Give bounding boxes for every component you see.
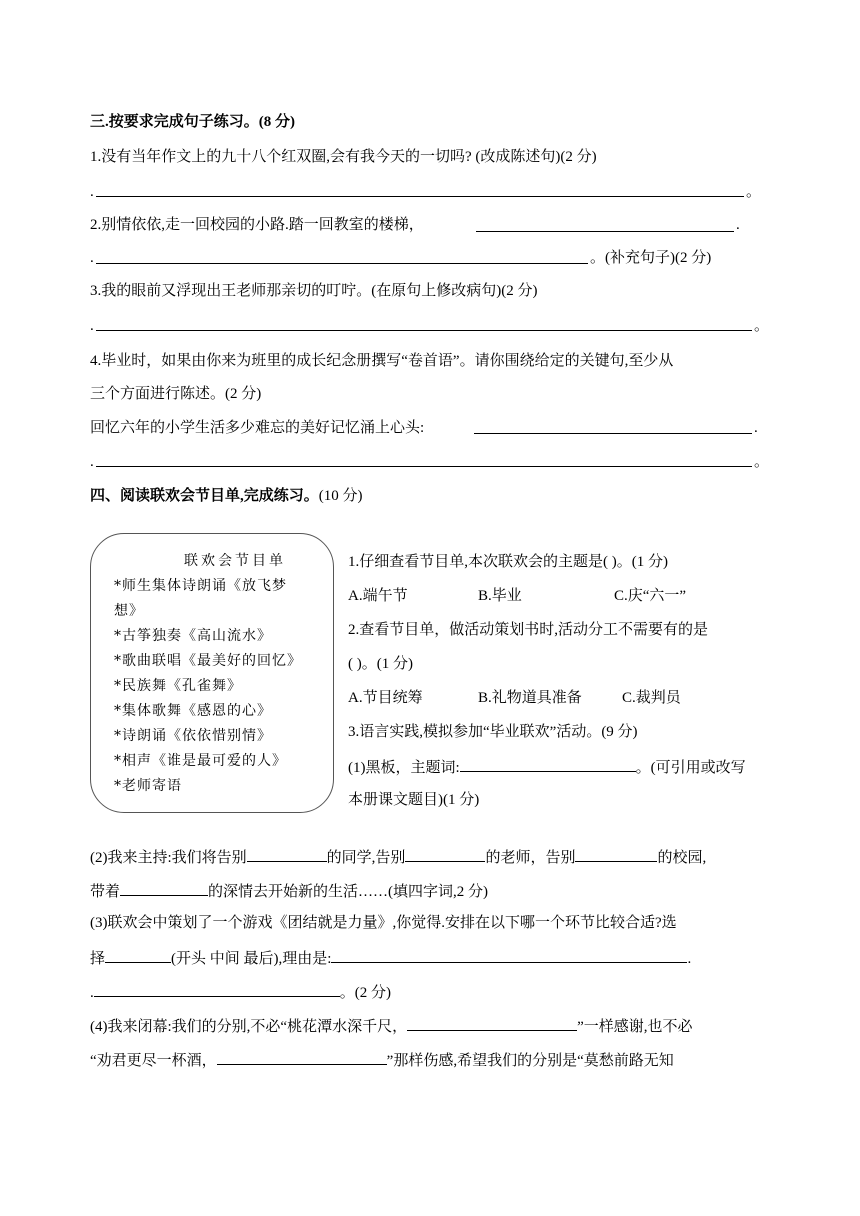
q2-line1-end: . [736,217,740,233]
q3-2-text-f: 的深情去开始新的生活……(填四字词,2 分) [208,884,489,900]
q4-blank-1[interactable] [474,433,752,434]
q3-answer-line[interactable] [96,330,752,331]
q2-option-a: A.节目统筹 [348,690,423,706]
q3-1-line2: 本册课文题目)(1 分) [348,792,480,808]
q3-3-text-c: . [687,951,692,967]
section4-q2-line1: 2.查看节目单，做活动策划书时,活动分工不需要有的是 [348,622,709,638]
q3-1-suffix: 。(可引用或改写 [635,760,746,776]
q3-3-text-d: . [90,985,94,1001]
program-item: *师生集体诗朗诵《放飞梦 [114,578,287,594]
q2-option-c: C.裁判员 [622,690,681,706]
section4-q1: 1.仔细查看节目单,本次联欢会的主题是( )。(1 分) [348,554,668,570]
q3-4-text-a: (4)我来闭幕:我们的分别,不必“桃花潭水深千尺， [90,1019,408,1035]
q3-2-text-c: 的老师，告别 [485,850,576,866]
q1-option-b: B.毕业 [478,588,522,604]
game-position-blank[interactable] [105,947,171,963]
q1-answer-suffix: 。 [746,184,762,200]
q4-answer-suffix: 。 [754,454,770,470]
q3-3-line3 [90,981,391,1003]
q3-2-text-e: 带着 [90,884,121,900]
reason-blank-2[interactable] [94,981,340,997]
q3-3-line2 [90,947,691,969]
q3-2-text-a: (2)我来主持:我们将告别 [90,850,247,866]
theme-word-blank[interactable] [460,756,636,772]
reason-blank-1[interactable] [331,947,687,963]
closing-blank-2[interactable] [217,1049,387,1065]
host-blank-2[interactable] [405,846,485,862]
q3-4-line2 [90,1049,674,1071]
q3-3-line1: (3)联欢会中策划了一个游戏《团结就是力量》,你觉得.安排在以下哪一个环节比较合适?选 [90,915,677,931]
q1-answer-line[interactable] [96,196,744,197]
program-title: 联欢会节目单 [184,553,286,569]
program-item: *古筝独奏《高山流水》 [114,628,272,644]
q3-3-text-e: 。(2 分) [339,985,391,1001]
section4-q2-line2: ( )。(1 分) [348,656,413,672]
section3-q3: 3.我的眼前又浮现出王老师那亲切的叮咛。(在原句上修改病句)(2 分) [90,283,538,299]
program-item: *相声《谁是最可爱的人》 [114,753,287,769]
q3-4-text-d: ”那样伤感,希望我们的分别是“莫愁前路无知 [386,1053,674,1069]
q3-2-line1 [90,846,706,868]
q3-2-line2 [90,880,488,902]
q3-2-text-b: 的同学,告别 [326,850,406,866]
q3-4-text-b: ”一样感谢,也不必 [577,1019,693,1035]
q3-4-line1 [90,1015,693,1037]
host-blank-1[interactable] [247,846,327,862]
q3-answer-prefix: . [90,318,94,334]
section3-q1: 1.没有当年作文上的九十八个红双圈,会有我今天的一切吗? (改成陈述句)(2 分) [90,149,597,165]
program-item: *歌曲联唱《最美好的回忆》 [114,653,302,669]
section3-q4-line2: 三个方面进行陈述。(2 分) [90,386,262,402]
q2-blank-1[interactable] [476,231,734,232]
section3-q4-line3: 回忆六年的小学生活多少难忘的美好记忆涌上心头: [90,420,425,436]
q4-answer-prefix: . [90,454,94,470]
section3-q4-line1: 4.毕业时，如果由你来为班里的成长纪念册撰写“卷首语”。请你围绕给定的关键句,至少从 [90,353,674,369]
program-item: *老师寄语 [114,778,182,794]
section3-heading: 三.按要求完成句子练习。(8 分) [90,114,295,130]
program-item: 想》 [114,603,144,619]
q3-3-text-b: (开头 中间 最后),理由是: [171,951,332,967]
q3-1-line1 [348,756,746,778]
program-item: *民族舞《孔雀舞》 [114,678,242,694]
program-box [90,533,334,813]
q4-answer-line[interactable] [96,466,752,467]
q3-answer-suffix: 。 [754,318,770,334]
closing-blank-1[interactable] [407,1015,577,1031]
program-item: *诗朗诵《依依惜别情》 [114,728,272,744]
q2-blank-2[interactable] [96,263,588,264]
host-blank-3[interactable] [575,846,657,862]
section4-heading [90,486,363,506]
program-item: *集体歌舞《感恩的心》 [114,703,272,719]
q3-4-text-c: “劝君更尽一杯酒， [90,1053,217,1069]
q1-option-c: C.庆“六一” [614,588,687,604]
section3-q2-line1: 2.别情依依,走一回校园的小路.踏一回教室的楼梯， [90,217,424,233]
q1-option-a: A.端午节 [348,588,408,604]
host-blank-4[interactable] [120,880,208,896]
q2-option-b: B.礼物道具准备 [478,690,582,706]
section4-heading-score: (10 分) [318,488,363,504]
q2-line2-prefix: . [90,250,94,266]
q3-3-text-a: 择 [90,951,106,967]
q3-2-text-d: 的校园, [657,850,707,866]
section4-heading-title: 四、阅读联欢会节目单,完成练习。 [90,488,319,504]
section4-q3: 3.语言实践,模拟参加“毕业联欢”活动。(9 分) [348,724,638,740]
q3-1-prefix: (1)黑板，主题词: [348,760,460,776]
q4-line3-end: . [754,420,758,436]
q2-line2-suffix: 。(补充句子)(2 分) [590,250,712,266]
q1-answer-prefix: . [90,184,94,200]
